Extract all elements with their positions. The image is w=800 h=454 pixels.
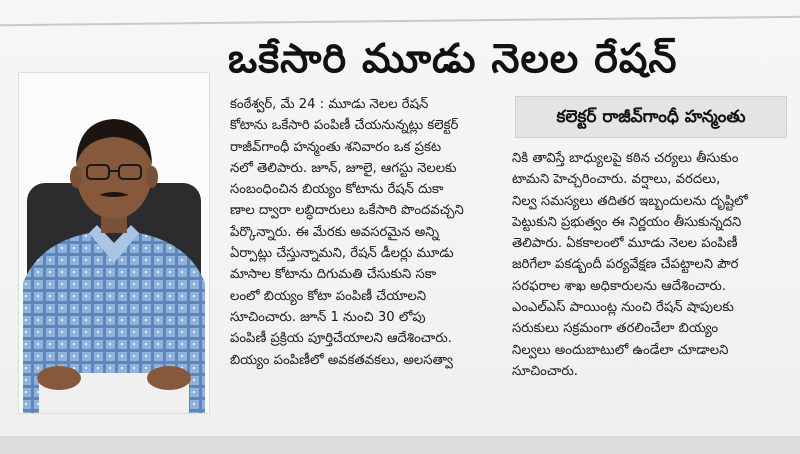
article-line: నిల్వ సమస్యలు తదితర ఇబ్బందులను దృష్టిలో	[512, 193, 748, 209]
article-line: ణాల ద్వారా లబ్ధిదారులు ఒకేసారి పొందవచ్చని	[230, 203, 464, 219]
article-line: మాసాల కోటాను దిగుమతి చేసుకుని సకా	[230, 267, 437, 283]
headline: ఒకేసారి మూడు నెలల రేషన్	[228, 36, 678, 82]
article-line: లంలో బియ్యం కోటా పంపిణీ చేయాలని	[230, 288, 427, 304]
article-line: టామని హెచ్చరించారు. వర్షాలు, వరదలు,	[512, 172, 721, 188]
article-line: సంబంధించిన బియ్యం కోటాను రేషన్ దుకా	[230, 182, 444, 198]
article-line: జరిగేలా పకడ్బందీ పర్యవేక్షణ చేపట్టాలని పౌర	[512, 257, 739, 273]
article-line: ఎంఎల్ఎస్ పాయింట్ల నుంచి రేషన్ షాపులకు	[512, 300, 734, 316]
article-line: పేర్కొన్నారు. ఈ మేరకు అవసరమైన అన్ని	[230, 224, 440, 240]
article-line: నిల్వలు అందుబాటులో ఉండేలా చూడాలని	[512, 342, 729, 358]
article-line: నలో తెలిపారు. జూన్, జూలై, ఆగస్టు నెలలకు	[230, 160, 457, 176]
article-line: తెలిపారు. ఏకకాలంలో మూడు నెలల పంపిణీ	[512, 236, 738, 252]
article-line: సరుకులు సక్రమంగా తరలించేలా బియ్యం	[512, 321, 719, 337]
article-line: పంపిణీ ప్రక్రియ పూర్తిచేయాలని ఆదేశించారు.	[230, 331, 452, 347]
article-line: పెట్టుకుని ప్రభుత్వం ఈ నిర్ణయం తీసుకున్నదని	[512, 214, 742, 230]
article-line: కోటాను ఒకేసారి పంపిణీ చేయనున్నట్లు కలెక్టర్	[230, 118, 459, 134]
officer-portrait-icon	[19, 73, 209, 413]
article-line: సూచించారు.	[512, 363, 578, 379]
article-line: రాజీవ్‌గాంధీ హన్మంతు శనివారం ఒక ప్రకట	[230, 139, 442, 155]
article-line: సరఫరాల శాఖ అధికారులను ఆదేశించారు.	[512, 278, 727, 294]
bottom-margin	[0, 436, 800, 454]
collector-photo	[18, 72, 210, 414]
article-line: ఏర్పాట్లు చేస్తున్నామని, రేషన్ డీలర్లు మూడు	[230, 246, 454, 262]
subheadline: కలెక్టర్ రాజీవ్‌గాంధీ హన్మంతు	[515, 96, 787, 138]
article-column-1	[230, 94, 504, 371]
article-line: బియ్యం పంపిణీలో అవకతవకలు, అలసత్వా	[230, 352, 453, 368]
article-line: నికి తావిస్తే బాధ్యులపై కఠిన చర్యలు తీసుకుం	[512, 151, 739, 166]
article-column-2	[512, 148, 790, 382]
article-line: సూచించారు. జూన్ 1 నుంచి 30 లోపు	[230, 309, 426, 325]
article-line: కంఠేశ్వర్, మే 24 : మూడు నెలల రేషన్	[230, 97, 429, 112]
top-divider	[0, 16, 800, 26]
